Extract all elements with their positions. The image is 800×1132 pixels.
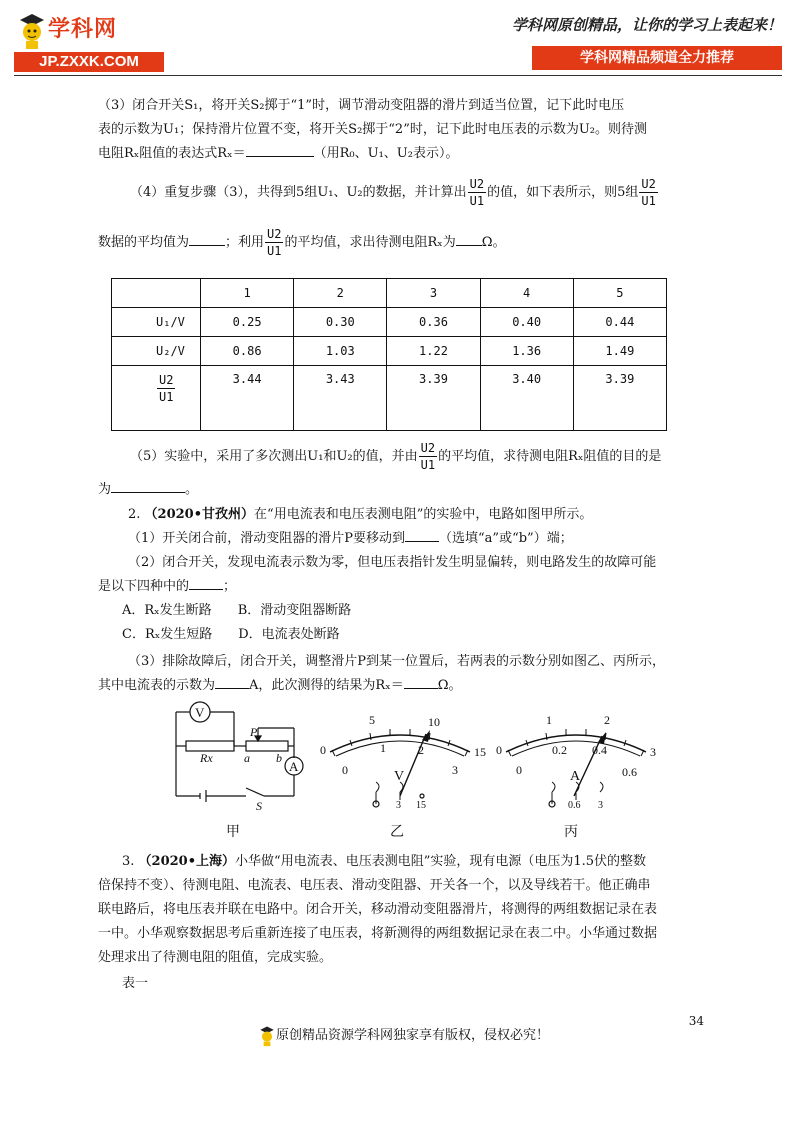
- caption-jia: 甲: [226, 825, 240, 840]
- q5-text-b: 的平均值，求待测电阻Rₓ阻值的目的是: [438, 449, 662, 464]
- q2-p3-text-b: A，此次测得的结果为Rₓ＝: [249, 678, 404, 693]
- table-cell: 1.36: [480, 337, 573, 366]
- q3b-source: （2020•上海）: [138, 854, 236, 869]
- a-tick-outer-0: 0: [496, 743, 502, 757]
- table-header-row: [112, 279, 667, 308]
- q2-part-1: [128, 527, 728, 551]
- frac-den: U1: [641, 194, 656, 208]
- q3-line-2: 表的示数为U₁；保持滑片位置不变，将开关S₂掷于“2”时，记下此时电压表的示数为U₂。则待测: [98, 122, 648, 137]
- table-cell: 3.40: [480, 366, 573, 431]
- logo-text: 学科网: [48, 16, 118, 41]
- answer-blank[interactable]: [189, 575, 223, 590]
- q5-text-c: 为: [98, 482, 112, 497]
- caption-yi: 乙: [390, 825, 404, 840]
- mascot-icon: [16, 12, 48, 50]
- figures-area: [160, 700, 700, 848]
- q2-part-3b: [98, 674, 714, 698]
- page-number: 34: [688, 1014, 704, 1028]
- a-tick-outer-2: 2: [604, 713, 610, 727]
- header-banner: 学科网精品频道全力推荐: [532, 46, 782, 70]
- answer-blank[interactable]: [215, 674, 249, 689]
- q2-p3-end: Ω。: [437, 678, 462, 693]
- circuit-label-a-meter: A: [289, 759, 299, 774]
- option-d[interactable]: D．电流表处断路: [238, 627, 340, 642]
- v-tick-inner-3: 3: [452, 763, 458, 777]
- q2-source: （2020•甘孜州）: [144, 507, 255, 522]
- option-b[interactable]: B．滑动变阻器断路: [237, 603, 352, 618]
- table-cell: 3.39: [573, 366, 666, 431]
- circuit-label-a: a: [244, 751, 250, 765]
- q4-text-e: 的平均值，求出待测电阻Rₓ为: [284, 235, 456, 250]
- v-tick-outer-5: 5: [369, 713, 375, 727]
- q3b-line-3: 联电路后，将电压表并联在电路中。闭合开关，移动滑动变阻器滑片，将测得的两组数据记录在表: [98, 902, 658, 917]
- q4-line-2: [98, 226, 714, 259]
- table-cell: 2: [294, 279, 387, 308]
- frac-num: U2: [159, 373, 174, 387]
- table-cell: 1.03: [294, 337, 387, 366]
- table-cell: 0.86: [201, 337, 294, 366]
- table-cell: 0.36: [387, 308, 480, 337]
- option-a[interactable]: A．Rₓ发生断路: [122, 603, 212, 618]
- a-tick-outer-3: 3: [650, 745, 656, 759]
- circuit-label-s: S: [256, 799, 262, 813]
- table-cell: 3: [387, 279, 480, 308]
- table-cell: 4: [480, 279, 573, 308]
- q3b-text-1: 小华做“用电流表、电压表测电阻”实验，现有电源（电压为1.5伏的整数: [235, 854, 647, 869]
- answer-blank[interactable]: [405, 527, 439, 542]
- q3b-line-5: 处理求出了待测电阻的阻值，完成实验。: [98, 950, 333, 965]
- voltmeter-unit: V: [394, 769, 405, 784]
- table-cell: 3.44: [201, 366, 294, 431]
- answer-blank[interactable]: [189, 231, 225, 246]
- circuit-label-p: P: [250, 725, 258, 739]
- frac-num: U2: [641, 177, 656, 191]
- a-tick-outer-1: 1: [546, 713, 552, 727]
- a-terminal-06: 0.6: [568, 800, 581, 811]
- table-cell: 3.39: [387, 366, 480, 431]
- q2-p1-text: （1）开关闭合前，滑动变阻器的滑片P要移动到: [128, 531, 406, 546]
- table-row: [112, 337, 667, 366]
- q3-expr-note: （用R₀、U₁、U₂表示）。: [313, 146, 459, 161]
- q2-p2-end: ；: [223, 579, 237, 594]
- row-label: [112, 366, 201, 431]
- q3b-line-2: 倍保持不变）、待测电阻、电流表、电压表、滑动变阻器、开关各一个，以及导线若干。他正确串: [98, 878, 651, 893]
- table-cell: 1.22: [387, 337, 480, 366]
- v-terminal-15: 15: [416, 800, 426, 811]
- a-tick-inner-06: 0.6: [622, 765, 637, 779]
- table-cell: 0.30: [294, 308, 387, 337]
- logo-url[interactable]: JP.ZXXK.COM: [14, 52, 164, 72]
- circuit-diagram: [176, 702, 303, 840]
- v-tick-inner-1: 1: [380, 741, 386, 755]
- a-tick-inner-02: 0.2: [552, 743, 567, 757]
- resistor-rx: [186, 741, 234, 751]
- answer-blank[interactable]: [404, 674, 438, 689]
- answer-blank[interactable]: [456, 231, 482, 246]
- q4-text-a: （4）重复步骤（3），共得到5组U₁、U₂的数据，并计算出: [130, 185, 467, 200]
- v-terminal-3: 3: [396, 800, 401, 811]
- circuit-label-rx: Rx: [200, 751, 213, 765]
- option-c[interactable]: C．Rₓ发生短路: [122, 627, 213, 642]
- table-cell: 3.43: [294, 366, 387, 431]
- fraction-u2-u1: [419, 440, 437, 473]
- q2-number: 2.: [128, 507, 141, 522]
- row-label: U₂/V: [112, 337, 201, 366]
- v-tick-inner-0: 0: [342, 763, 348, 777]
- header-divider: [14, 75, 782, 76]
- header-slogan: 学科网原创精品，让你的学习上表起来！: [511, 16, 782, 34]
- fraction-u2-u1: [157, 372, 175, 405]
- fraction-u2-u1: [265, 226, 283, 259]
- caption-bing: 丙: [564, 825, 578, 840]
- fraction-u2-u1: [468, 176, 486, 209]
- q5-line-1: [130, 440, 720, 473]
- table-row: [112, 308, 667, 337]
- table-cell: 0.40: [480, 308, 573, 337]
- q5-text-d: 。: [185, 482, 199, 497]
- q2-p1-note: （选填“a”或“b”）端；: [439, 531, 573, 546]
- mascot-icon: [258, 1025, 276, 1047]
- q3-expr-label: 电阻Rₓ阻值的表达式Rₓ＝: [98, 146, 246, 161]
- table-cell: 0.25: [201, 308, 294, 337]
- q4-text-c: 数据的平均值为: [98, 235, 190, 250]
- ammeter-dial: [496, 713, 656, 840]
- frac-den: U1: [469, 194, 485, 208]
- q3b-line-4: 一中。小华观察数据思考后重新连接了电压表，将新测得的两组数据记录在表二中。小华通过数据: [98, 926, 658, 941]
- circuit-label-b: b: [276, 751, 282, 765]
- q2-part-2b: [98, 575, 714, 599]
- v-tick-outer-10: 10: [428, 715, 440, 729]
- ammeter-unit: A: [570, 769, 581, 784]
- footer-notice: [258, 1024, 549, 1047]
- q4-text-f: Ω。: [481, 235, 506, 250]
- q3b-line-1: [122, 850, 722, 874]
- frac-num: U2: [267, 227, 282, 241]
- v-tick-inner-2: 2: [418, 743, 424, 757]
- footer-text: 原创精品资源学科网独家享有版权，侵权必究！: [276, 1028, 550, 1043]
- fraction-u2-u1: [639, 176, 657, 209]
- q2-title: [128, 503, 728, 527]
- frac-den: U1: [267, 244, 282, 258]
- frac-den: U1: [159, 390, 174, 404]
- frac-num: U2: [469, 177, 485, 191]
- q2-p3-text: 其中电流表的示数为: [98, 678, 216, 693]
- frac-den: U1: [420, 458, 436, 472]
- v-tick-outer-15: 15: [474, 745, 486, 759]
- a-tick-inner-04: 0.4: [592, 743, 607, 757]
- q3-line-3: [98, 142, 714, 166]
- q2-p2-text: 是以下四种中的: [98, 579, 190, 594]
- q4-line-1: [130, 176, 720, 209]
- q2-options-row-1: [122, 599, 738, 623]
- q2-part-2: （2）闭合开关，发现电流表示数为零，但电压表指针发生明显偏转，则电路发生的故障可能: [128, 555, 657, 570]
- table-cell: 1: [201, 279, 294, 308]
- table-one-label: 表一: [122, 976, 149, 991]
- rheostat: [246, 741, 288, 751]
- table-cell: 0.44: [573, 308, 666, 337]
- table-cell: 1.49: [573, 337, 666, 366]
- q5-text-a: （5）实验中，采用了多次测出U₁和U₂的值，并由: [130, 449, 418, 464]
- answer-blank[interactable]: [246, 142, 314, 157]
- q3b-number: 3.: [122, 854, 135, 869]
- answer-blank[interactable]: [111, 478, 185, 493]
- a-terminal-3: 3: [598, 800, 603, 811]
- v-tick-outer-0: 0: [320, 743, 326, 757]
- frac-num: U2: [420, 441, 436, 455]
- a-tick-inner-0: 0: [516, 763, 522, 777]
- table-cell: 5: [573, 279, 666, 308]
- data-table: [111, 278, 667, 431]
- circuit-label-v: V: [195, 705, 205, 720]
- q2-options-row-2: [122, 623, 738, 647]
- q2-stem: 在“用电流表和电压表测电阻”的实验中，电路如图甲所示。: [254, 507, 593, 522]
- q3-line-1: （3）闭合开关S₁，将开关S₂掷于“1”时，调节滑动变阻器的滑片到适当位置，记下此时电压: [98, 98, 625, 113]
- q4-text-b: 的值，如下表所示，则5组: [487, 185, 639, 200]
- q2-part-3: （3）排除故障后，闭合开关，调整滑片P到某一位置后，若两表的示数分别如图乙、丙所示，: [128, 654, 666, 669]
- site-logo: [14, 12, 162, 74]
- q4-text-d: ；利用: [225, 235, 265, 250]
- voltmeter-dial: [320, 713, 486, 840]
- table-row: [112, 366, 667, 431]
- q5-line-2: [98, 478, 714, 502]
- row-label: U₁/V: [112, 308, 201, 337]
- table-cell: [112, 279, 201, 308]
